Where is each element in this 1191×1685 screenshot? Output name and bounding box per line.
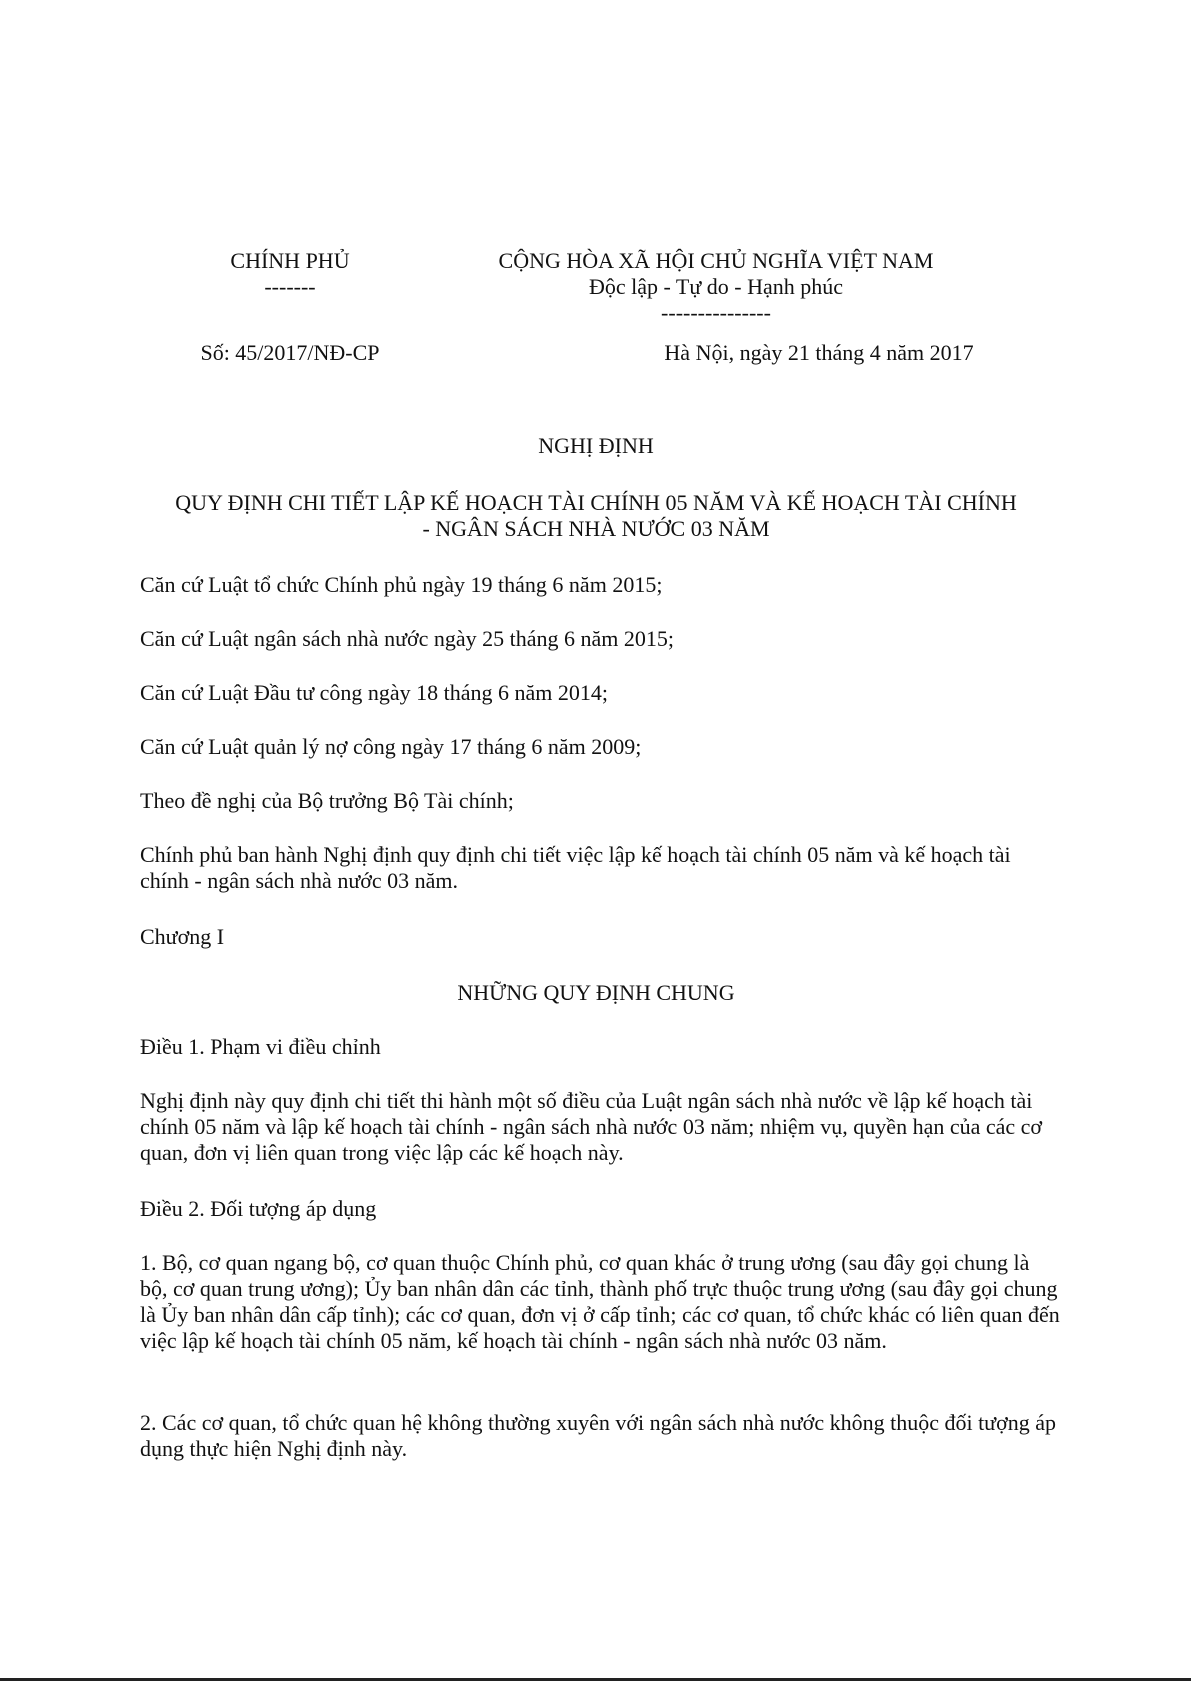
preamble-proposal: Theo đề nghị của Bộ trưởng Bộ Tài chính; (140, 788, 514, 813)
national-motto: Độc lập - Tự do - Hạnh phúc (588, 274, 844, 299)
article-1-heading: Điều 1. Phạm vi điều chỉnh (140, 1034, 381, 1059)
authority-rule: ------- (264, 274, 316, 299)
document-number: Số: 45/2017/NĐ-CP (200, 340, 380, 365)
place-and-date: Hà Nội, ngày 21 tháng 4 năm 2017 (664, 340, 974, 365)
document-subject-line1: QUY ĐỊNH CHI TIẾT LẬP KẾ HOẠCH TÀI CHÍNH 05 NĂM VÀ KẾ HOẠCH TÀI CHÍNH (175, 490, 1017, 515)
article-2-clause-2: 2. Các cơ quan, tổ chức quan hệ không thường xuyên với ngân sách nhà nước không thuộc đối tượng áp dụng thực hiện Nghị định này. (140, 1410, 1057, 1461)
preamble-basis-1: Căn cứ Luật tổ chức Chính phủ ngày 19 tháng 6 năm 2015; (140, 572, 663, 597)
preamble-basis-4: Căn cứ Luật quản lý nợ công ngày 17 tháng 6 năm 2009; (140, 734, 642, 759)
country-name: CỘNG HÒA XÃ HỘI CHỦ NGHĨA VIỆT NAM (498, 248, 934, 273)
preamble-basis-2: Căn cứ Luật ngân sách nhà nước ngày 25 tháng 6 năm 2015; (140, 626, 675, 651)
article-2-heading: Điều 2. Đối tượng áp dụng (140, 1196, 377, 1221)
document-type-title: NGHỊ ĐỊNH (538, 433, 654, 458)
article-2-clause-1: 1. Bộ, cơ quan ngang bộ, cơ quan thuộc Chính phủ, cơ quan khác ở trung ương (sau đây gọi chung là bộ, cơ quan trung ương); Ủy ban nhân dân các tỉnh, thành phố trực thuộc trung ương (sau đây gọi chung là Ủy ban nhân dân cấp tỉnh); các cơ quan, đơn vị ở cấp tỉnh; các cơ quan, tổ chức khác có liên quan đến việc lập kế hoạch tài chính 05 năm, kế hoạch tài chính - ngân sách nhà nước 03 năm. (140, 1250, 1060, 1353)
preamble-basis-3: Căn cứ Luật Đầu tư công ngày 18 tháng 6 năm 2014; (140, 680, 609, 705)
article-1-body: Nghị định này quy định chi tiết thi hành một số điều của Luật ngân sách nhà nước về lập kế hoạch tài chính 05 năm và lập kế hoạch tài chính - ngân sách nhà nước 03 năm; nhiệm vụ, quyền hạn của các cơ quan, đơn vị liên quan trong việc lập các kế hoạch này. (140, 1088, 1043, 1165)
page-bottom-edge (0, 1678, 1191, 1681)
document-subject-line2: - NGÂN SÁCH NHÀ NƯỚC 03 NĂM (422, 516, 770, 541)
chapter-label: Chương I (140, 924, 225, 949)
preamble-enactment: Chính phủ ban hành Nghị định quy định chi tiết việc lập kế hoạch tài chính 05 năm và kế hoạch tài chính - ngân sách nhà nước 03 năm. (140, 842, 1011, 893)
motto-rule: --------------- (661, 300, 771, 325)
issuing-authority: CHÍNH PHỦ (230, 248, 350, 273)
chapter-title: NHỮNG QUY ĐỊNH CHUNG (457, 980, 735, 1005)
